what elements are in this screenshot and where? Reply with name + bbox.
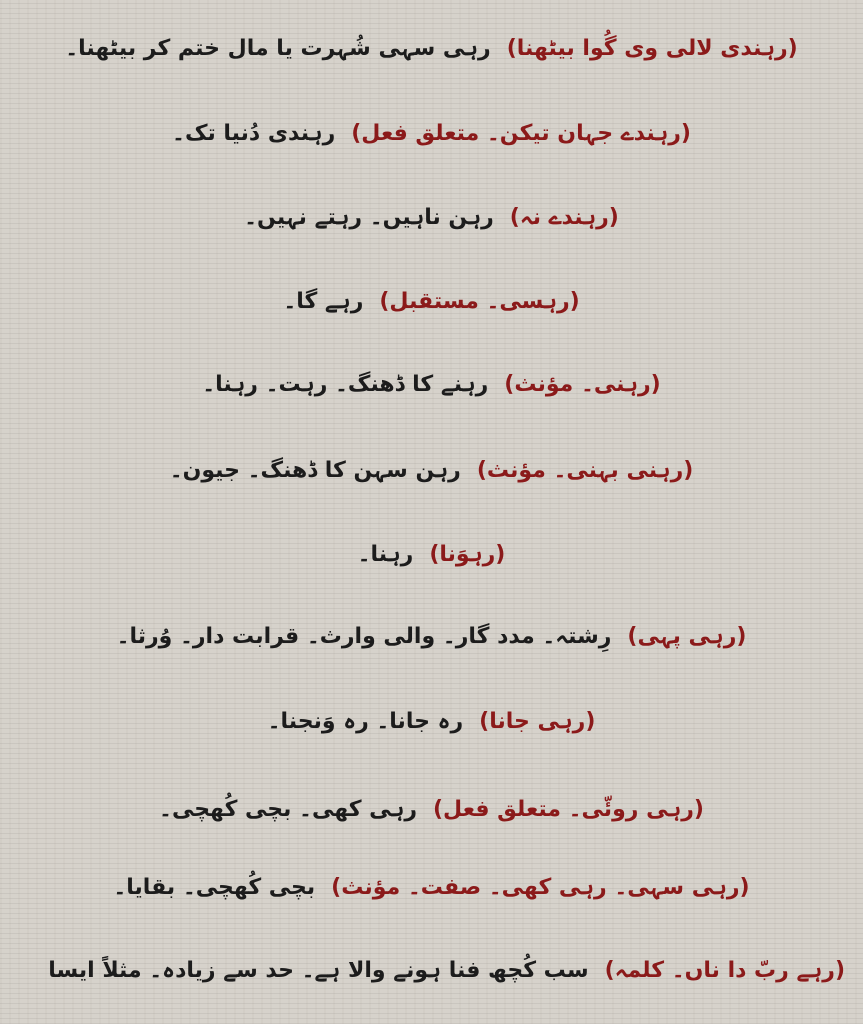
dictionary-entry bbox=[10, 873, 853, 903]
entry-definition: رہی کھی۔ بچی کُھچی۔ bbox=[159, 797, 417, 822]
entry-definition: سب کُچھ فنا ہونے والا ہے۔ حد سے زیادہ۔ مثلاً ایسا bbox=[48, 958, 589, 983]
entry-headword: (رہے ربّ دا ناں۔ کلمہ) bbox=[604, 958, 845, 983]
entry-headword: (رہی روئّی۔ متعلق فعل) bbox=[433, 797, 704, 822]
entry-definition: رہ جانا۔ رہ وَنجنا۔ bbox=[267, 709, 464, 734]
entry-definition: بچی کُھچی۔ بقایا۔ bbox=[113, 875, 316, 900]
entry-headword: (رہنی۔ مؤنث) bbox=[504, 372, 661, 397]
entry-headword: (رہندے نہ) bbox=[509, 205, 619, 230]
entry-headword: (رہوَنا) bbox=[429, 542, 506, 567]
entry-headword: (رہندے جہان تیکن۔ متعلق فعل) bbox=[351, 121, 691, 146]
dictionary-entry bbox=[10, 540, 853, 570]
entry-headword: (رہی پہی) bbox=[627, 624, 747, 649]
entry-definition: رہے گا۔ bbox=[283, 289, 364, 314]
dictionary-entry bbox=[10, 287, 853, 317]
entry-definition: رہن سہن کا ڈھنگ۔ جیون۔ bbox=[169, 458, 461, 483]
entry-headword: (رہنی بہنی۔ مؤنث) bbox=[476, 458, 694, 483]
dictionary-entry bbox=[10, 956, 845, 986]
entry-headword: (رہسی۔ مستقبل) bbox=[379, 289, 580, 314]
entry-headword: (رہی سہی۔ رہی کھی۔ صفت۔ مؤنث) bbox=[331, 875, 750, 900]
dictionary-entry bbox=[10, 622, 853, 652]
entry-definition: رہنے کا ڈھنگ۔ رہت۔ رہنا۔ bbox=[202, 372, 489, 397]
entry-definition: رِشتہ۔ مدد گار۔ والی وارث۔ قرابت دار۔ وُرثا۔ bbox=[116, 624, 612, 649]
dictionary-entry bbox=[10, 456, 853, 486]
dictionary-entry bbox=[10, 795, 853, 825]
entry-definition: رہی سہی شُہرت یا مال ختم کر بیٹھنا۔ bbox=[65, 36, 491, 61]
dictionary-entry bbox=[10, 370, 853, 400]
dictionary-entry bbox=[10, 707, 853, 737]
entry-definition: رہن ناہیں۔ رہتے نہیں۔ bbox=[244, 205, 494, 230]
dictionary-entry bbox=[10, 34, 853, 64]
dictionary-entry bbox=[10, 119, 853, 149]
entry-definition: رہنا۔ bbox=[357, 542, 414, 567]
entry-headword: (رہندی لالی وی گُوا بیٹھنا) bbox=[506, 36, 798, 61]
dictionary-entry bbox=[10, 203, 853, 233]
entry-headword: (رہی جانا) bbox=[479, 709, 596, 734]
entry-definition: رہندی دُنیا تک۔ bbox=[172, 121, 336, 146]
